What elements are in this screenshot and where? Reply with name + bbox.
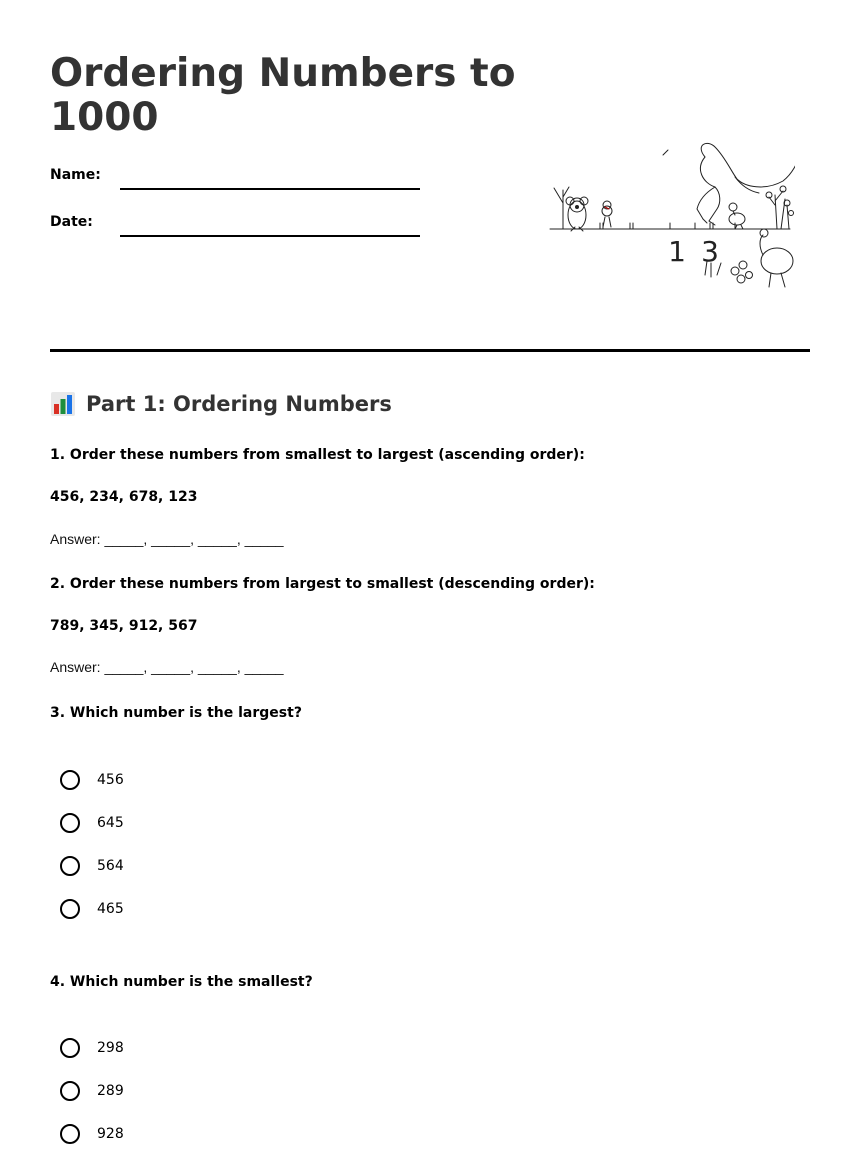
- option-label: 645: [97, 815, 124, 831]
- radio-button[interactable]: [60, 856, 80, 876]
- question-3-option[interactable]: [60, 896, 124, 922]
- kangaroo-icon: [663, 143, 795, 225]
- option-label: 456: [97, 772, 124, 788]
- question-4-option[interactable]: [60, 1121, 124, 1147]
- date-label: Date:: [50, 214, 93, 230]
- radio-button[interactable]: [60, 770, 80, 790]
- small-bird-icon: [602, 201, 612, 227]
- illustration-number-3: 3: [701, 235, 719, 268]
- emu-icon: [760, 229, 793, 287]
- bird-icon: [729, 203, 745, 229]
- name-input-line[interactable]: [120, 188, 420, 190]
- question-1-prompt: 1. Order these numbers from smallest to largest (ascending order):: [50, 447, 585, 463]
- option-label: 465: [97, 901, 124, 917]
- question-3-option[interactable]: [60, 810, 124, 836]
- question-3-prompt: 3. Which number is the largest?: [50, 705, 302, 721]
- question-1-answer[interactable]: Answer: _____, _____, _____, _____: [50, 531, 284, 547]
- name-label: Name:: [50, 167, 101, 183]
- option-label: 289: [97, 1083, 124, 1099]
- tree-icon: [554, 187, 569, 229]
- part1-heading: [50, 388, 392, 420]
- radio-button[interactable]: [60, 1081, 80, 1101]
- question-2-answer[interactable]: Answer: _____, _____, _____, _____: [50, 659, 284, 675]
- option-label: 928: [97, 1126, 124, 1142]
- question-4-option[interactable]: [60, 1035, 124, 1061]
- question-1-numbers: 456, 234, 678, 123: [50, 489, 198, 505]
- date-input-line[interactable]: [120, 235, 420, 237]
- date-field-row: [50, 213, 470, 243]
- page-title: Ordering Numbers to 1000: [50, 51, 516, 140]
- radio-button[interactable]: [60, 1038, 80, 1058]
- option-label: 564: [97, 858, 124, 874]
- koala-icon: [566, 197, 588, 231]
- australian-animals-illustration: [545, 135, 795, 295]
- radio-button[interactable]: [60, 1124, 80, 1144]
- part1-heading-text: Part 1: Ordering Numbers: [86, 392, 392, 416]
- radio-button[interactable]: [60, 813, 80, 833]
- name-field-row: [50, 166, 470, 196]
- illustration-number-1: 1: [668, 235, 686, 268]
- bar-chart-icon: [50, 391, 76, 417]
- question-4-option[interactable]: [60, 1078, 124, 1104]
- header-divider: [50, 349, 810, 352]
- number-line-ticks: [600, 223, 735, 229]
- question-4-prompt: 4. Which number is the smallest?: [50, 974, 313, 990]
- question-2-prompt: 2. Order these numbers from largest to smallest (descending order):: [50, 576, 595, 592]
- radio-button[interactable]: [60, 899, 80, 919]
- question-3-option[interactable]: [60, 853, 124, 879]
- question-3-option[interactable]: [60, 767, 124, 793]
- option-label: 298: [97, 1040, 124, 1056]
- question-2-numbers: 789, 345, 912, 567: [50, 618, 198, 634]
- flower-plant-icon: [766, 186, 794, 229]
